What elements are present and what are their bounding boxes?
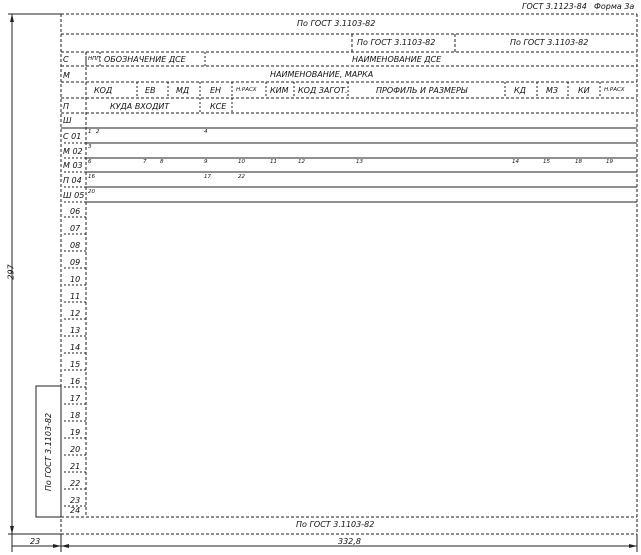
row-label-01: С 01 bbox=[63, 132, 82, 141]
gost-number: ГОСТ 3.1123-84 bbox=[522, 2, 587, 11]
designation-label: ОБОЗНАЧЕНИЕ ДСЕ bbox=[104, 55, 186, 64]
col-kod: КОД bbox=[94, 86, 113, 95]
col-ev: ЕВ bbox=[145, 86, 156, 95]
row-m-letter: М bbox=[63, 71, 70, 80]
field-num-3: 3 bbox=[88, 144, 92, 150]
row-label-02: М 02 bbox=[63, 147, 83, 156]
row-label-16: 16 bbox=[70, 377, 81, 386]
field-num-10: 10 bbox=[238, 159, 245, 165]
row-label-15: 15 bbox=[70, 360, 81, 369]
row-label-20: 20 bbox=[70, 445, 81, 454]
field-num-4: 4 bbox=[204, 129, 208, 135]
col-kodzag: КОД ЗАГОТ. bbox=[298, 86, 348, 95]
col-mz: МЗ bbox=[546, 86, 559, 95]
dse-name-label: НАИМЕНОВАНИЕ ДСЕ bbox=[352, 55, 442, 64]
col-ki: КИ bbox=[578, 86, 590, 95]
kuda-vhodit-label: КУДА ВХОДИТ bbox=[110, 102, 170, 111]
row-label-10: 10 bbox=[70, 275, 81, 284]
col-nrash2: Н.РАСХ bbox=[604, 87, 625, 93]
field-num-8: 8 bbox=[160, 159, 164, 165]
row-label-06: 06 bbox=[70, 207, 81, 216]
row-label-13: 13 bbox=[70, 326, 81, 335]
kse-label: КСЕ bbox=[210, 102, 227, 111]
field-num-6: 6 bbox=[88, 159, 92, 165]
stamp-mid-right: По ГОСТ 3.1103-82 bbox=[510, 38, 589, 47]
row-label-09: 09 bbox=[70, 258, 81, 267]
row-label-07: 07 bbox=[70, 224, 81, 233]
row-p-letter: П bbox=[63, 102, 70, 111]
material-name-label: НАИМЕНОВАНИЕ, МАРКА bbox=[270, 70, 374, 79]
field-num-2: 2 bbox=[96, 129, 100, 135]
row-label-11: 11 bbox=[70, 292, 81, 301]
row-label-24: 24 bbox=[70, 506, 81, 515]
field-num-1: 1 bbox=[88, 129, 92, 135]
dimension-width: 332,8 bbox=[338, 537, 361, 546]
row-label-05: Ш 05 bbox=[63, 191, 85, 200]
row-label-03: М 03 bbox=[63, 161, 83, 170]
field-num-20: 20 bbox=[88, 189, 95, 195]
row-label-04: П 04 bbox=[63, 176, 82, 185]
row-sh-letter: Ш bbox=[63, 116, 72, 125]
field-num-22: 22 bbox=[238, 174, 245, 180]
npp-label: НПП bbox=[88, 56, 101, 62]
field-num-16: 16 bbox=[88, 174, 95, 180]
stamp-side: По ГОСТ 3.1103-82 bbox=[44, 412, 53, 492]
field-num-11: 11 bbox=[270, 159, 277, 165]
field-num-17: 17 bbox=[204, 174, 211, 180]
field-num-14: 14 bbox=[512, 159, 519, 165]
col-kim: КИМ bbox=[270, 86, 289, 95]
field-num-19: 19 bbox=[606, 159, 613, 165]
row-label-19: 19 bbox=[70, 428, 81, 437]
row-label-08: 08 bbox=[70, 241, 81, 250]
field-num-13: 13 bbox=[356, 159, 363, 165]
row-label-23: 23 bbox=[70, 496, 81, 505]
col-en: ЕН bbox=[210, 86, 222, 95]
field-num-12: 12 bbox=[298, 159, 305, 165]
col-nrash: Н.РАСХ bbox=[236, 87, 257, 93]
row-c-letter: С bbox=[63, 55, 69, 64]
field-num-9: 9 bbox=[204, 159, 208, 165]
stamp-top: По ГОСТ 3.1103-82 bbox=[297, 19, 376, 28]
dimension-left-margin: 23 bbox=[30, 537, 41, 546]
row-label-17: 17 bbox=[70, 394, 81, 403]
col-profile: ПРОФИЛЬ И РАЗМЕРЫ bbox=[376, 86, 468, 95]
row-label-14: 14 bbox=[70, 343, 81, 352]
row-label-22: 22 bbox=[70, 479, 81, 488]
row-label-18: 18 bbox=[70, 411, 81, 420]
form-number: Форма 3а bbox=[594, 2, 635, 11]
field-num-15: 15 bbox=[543, 159, 550, 165]
stamp-bottom: По ГОСТ 3.1103-82 bbox=[296, 520, 375, 529]
field-num-18: 18 bbox=[575, 159, 582, 165]
field-num-7: 7 bbox=[143, 159, 147, 165]
col-kd: КД bbox=[514, 86, 526, 95]
row-label-21: 21 bbox=[70, 462, 81, 471]
stamp-mid-left: По ГОСТ 3.1103-82 bbox=[357, 38, 436, 47]
col-md: МД bbox=[176, 86, 190, 95]
row-label-12: 12 bbox=[70, 309, 81, 318]
dimension-height: 297 bbox=[6, 264, 16, 280]
